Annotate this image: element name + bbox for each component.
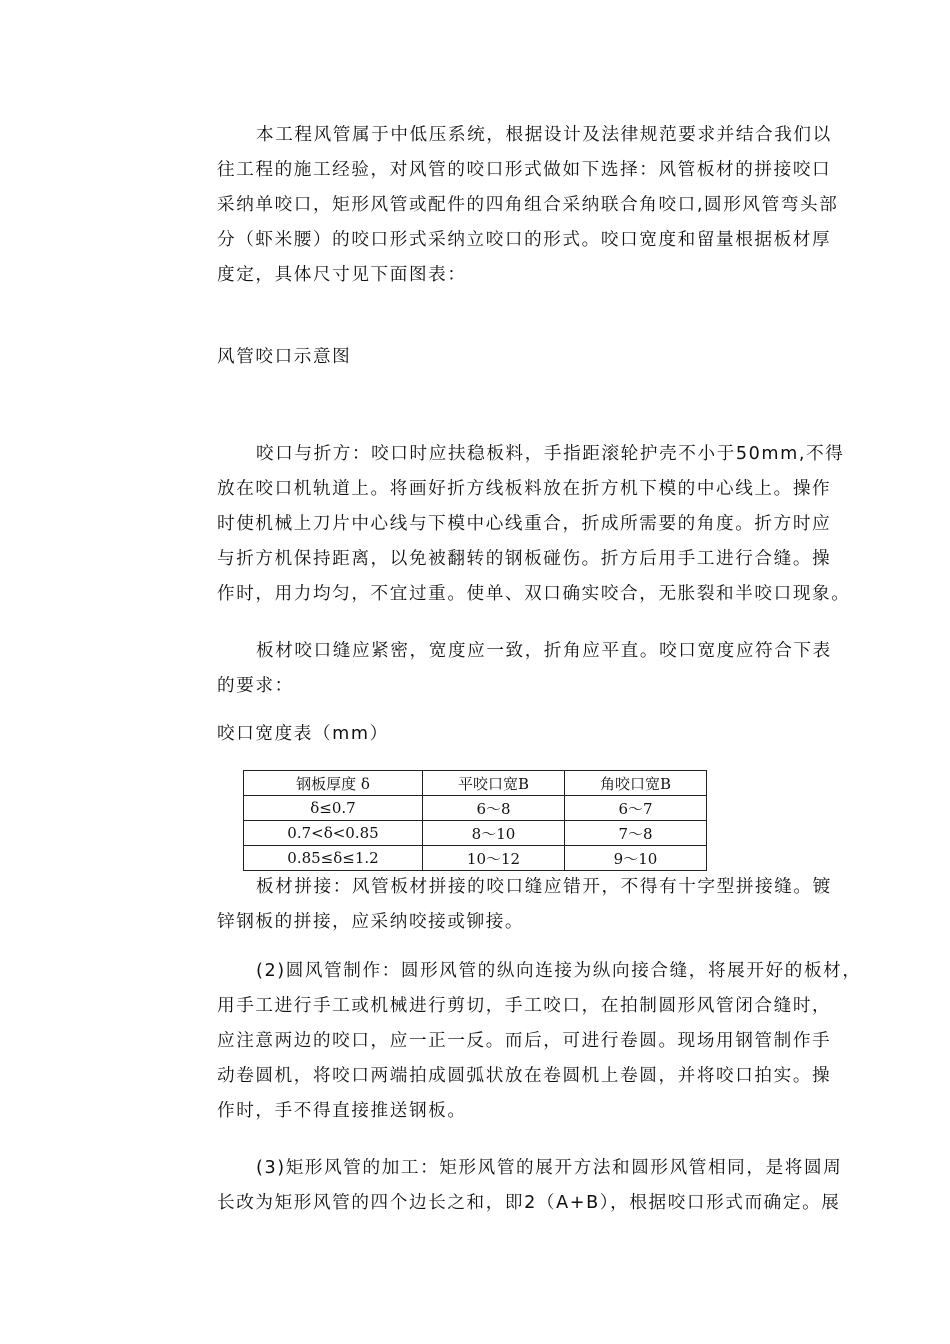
table-cell: 6～8	[423, 796, 565, 821]
text-line: 长改为矩形风管的四个边长之和，即2（A+B），根据咬口形式而确定。展	[217, 1193, 841, 1213]
table-cell: 0.7<δ<0.85	[244, 821, 423, 846]
text-line: 板材咬口缝应紧密，宽度应一致，折角应平直。咬口宽度应符合下表	[256, 641, 832, 661]
text-line: 作时，用力均匀，不宜过重。使单、双口确实咬合，无胀裂和半咬口现象。	[217, 584, 851, 604]
text-line: 分（虾米腰）的咬口形式采纳立咬口的形式。咬口宽度和留量根据板材厚	[217, 230, 832, 250]
table-row	[244, 846, 707, 871]
paragraph-seam-selection	[178, 118, 839, 293]
figure-caption: 风管咬口示意图	[217, 347, 352, 367]
text-line: 应注意两边的咬口，应一正一反。而后，可进行卷圆。现场用钢管制作手	[217, 1031, 832, 1051]
table-caption: 咬口宽度表（mm）	[217, 724, 389, 744]
table-cell: 6～7	[565, 796, 707, 821]
text-line: 往工程的施工经验，对风管的咬口形式做如下选择：风管板材的拼接咬口	[217, 160, 832, 180]
paragraph-round-duct	[178, 954, 862, 1129]
text-line: 本工程风管属于中低压系统，根据设计及法律规范要求并结合我们以	[256, 125, 832, 145]
table-row	[244, 821, 707, 846]
table-cell: δ≤0.7	[244, 796, 423, 821]
text-line: 作时，手不得直接推送钢板。	[217, 1101, 467, 1121]
table-header-cell: 角咬口宽B	[565, 771, 707, 796]
paragraph-rectangular-duct	[178, 1151, 843, 1221]
paragraph-seam-requirements	[178, 634, 832, 704]
table-row	[244, 796, 707, 821]
text-line: 用手工进行手工或机械进行剪切，手工咬口，在拍制圆形风管闭合缝时，	[217, 996, 832, 1016]
text-line: 锌钢板的拼接，应采纳咬接或铆接。	[217, 912, 525, 932]
table-cell: 8～10	[423, 821, 565, 846]
text-line: 板材拼接：风管板材拼接的咬口缝应错开，不得有十字型拼接缝。镀	[256, 877, 832, 897]
text-line: 时使机械上刀片中心线与下模中心线重合，折成所需要的角度。折方时应	[217, 514, 832, 534]
text-line: 采纳单咬口，矩形风管或配件的四角组合采纳联合角咬口,圆形风管弯头部	[217, 195, 839, 215]
paragraph-seaming-folding	[178, 437, 851, 612]
text-line: (2)圆风管制作：圆形风管的纵向连接为纵向接合缝，将展开好的板材，	[256, 961, 862, 981]
table-cell: 7～8	[565, 821, 707, 846]
text-line: 动卷圆机，将咬口两端拍成圆弧状放在卷圆机上卷圆，并将咬口拍实。操	[217, 1066, 832, 1086]
text-line: 度定，具体尺寸见下面图表：	[217, 265, 467, 285]
text-line: 放在咬口机轨道上。将画好折方线板料放在折方机下模的中心线上。操作	[217, 479, 832, 499]
seam-width-table	[243, 770, 707, 871]
table-cell: 9～10	[565, 846, 707, 871]
table-header-cell: 平咬口宽B	[423, 771, 565, 796]
text-line: 的要求：	[217, 676, 294, 696]
text-line: 咬口与折方：咬口时应扶稳板料，手指距滚轮护壳不小于50mm,不得	[256, 444, 845, 464]
table-cell: 0.85≤δ≤1.2	[244, 846, 423, 871]
table-header-row	[244, 771, 707, 796]
paragraph-sheet-joining	[178, 870, 832, 940]
table-header-cell: 钢板厚度 δ	[244, 771, 423, 796]
text-line: 与折方机保持距离，以免被翻转的钢板碰伤。折方后用手工进行合缝。操	[217, 549, 832, 569]
table-cell: 10～12	[423, 846, 565, 871]
text-line: (3)矩形风管的加工：矩形风管的展开方法和圆形风管相同，是将圆周	[256, 1158, 843, 1178]
